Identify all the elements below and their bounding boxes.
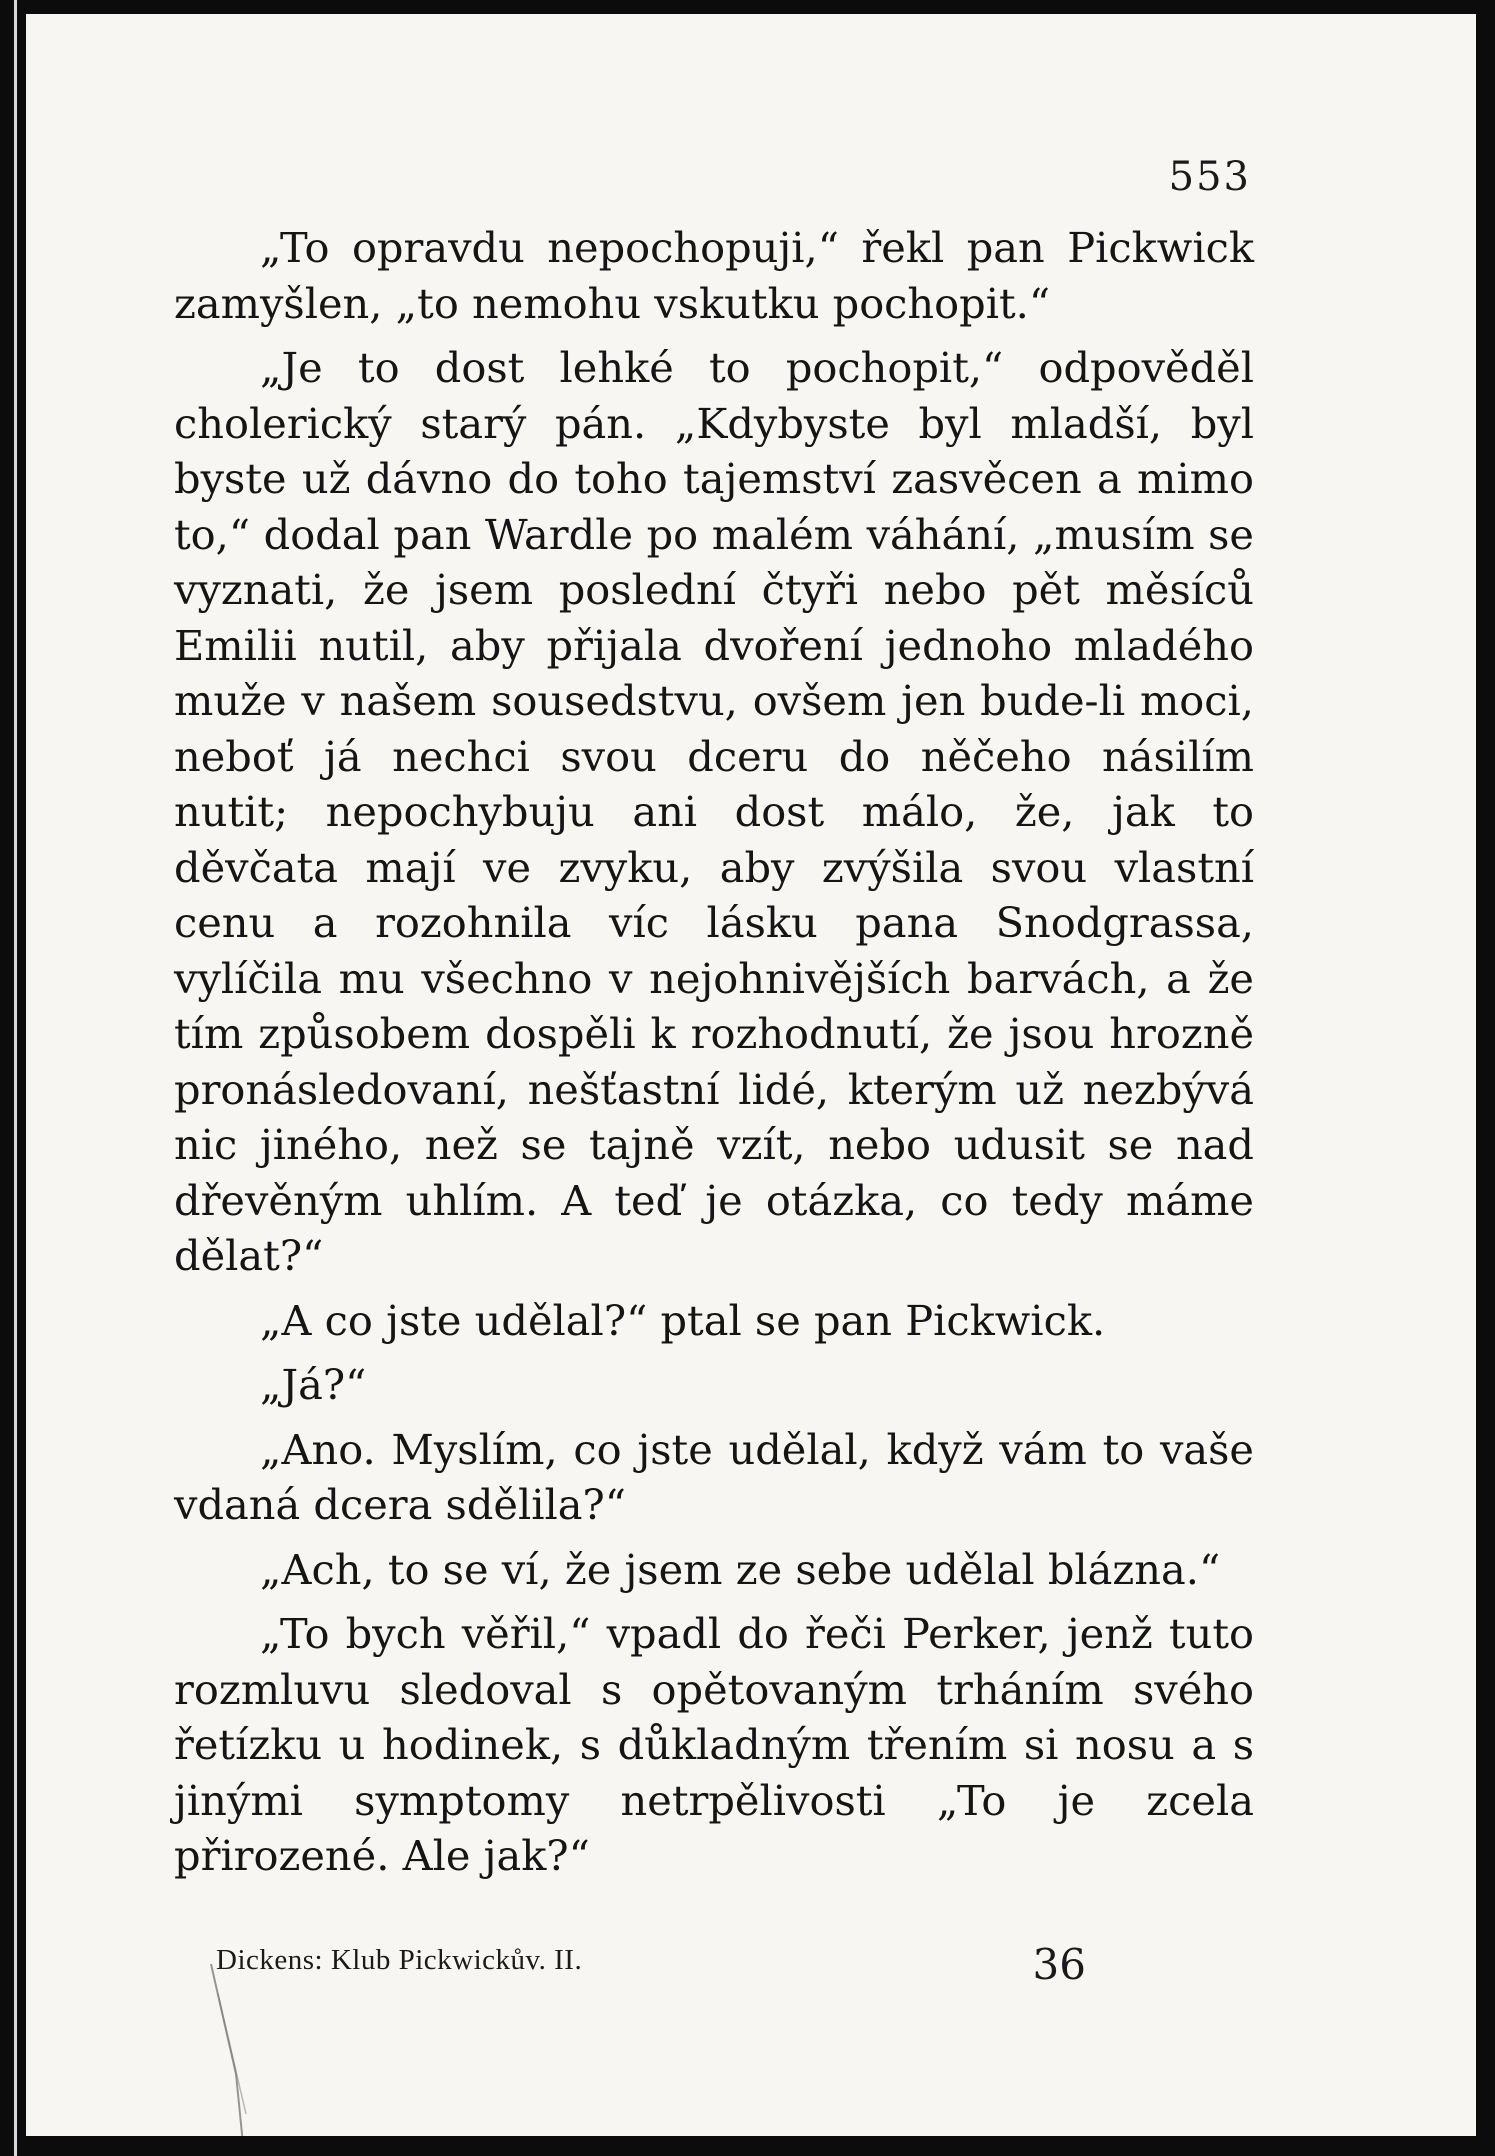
paragraph: „Ach, to se ví, že jsem ze sebe udělal blázna.“ [260,1544,1221,1594]
paragraph: „To bych věřil,“ vpadl do řeči Perker, jenž tuto rozmluvu sledoval s opětovaným trháním svého řetízku u hodinek, s důkladným třením si nosu a s jinými symptomy netrpělivosti „To je zcela přirozené. Ale jak?“ [174,1609,1254,1880]
scan-edge-line [14,0,17,2156]
running-footer: Dickens: Klub Pickwickův. II. [216,1944,583,1976]
paragraph: „Já?“ [260,1360,367,1409]
paragraph: „Ano. Myslím, co jste udělal, když vám to vaše vdaná dcera sdělila?“ [174,1424,1254,1529]
paragraph: „Je to dost lehké to pochopit,“ odpověděl cholerický starý pán. „Kdybyste byl mladší, byl byste už dávno do toho tajemství zasvěcen a mimo to,“ dodal pan Wardle po malém váhání, „musím se vyznati, že jsem poslední čtyři nebo pět měsíců Emilii nutil, aby přijala dvoření jednoho mladého muže v našem sousedstvu, ovšem jen bude-li moci, neboť já nechci svou dceru do něčeho násilím nutit; nepochybuju ani dost málo, že, jak to děvčata mají ve zvyku, aby zvýšila svou vlastní cenu a rozohnila víc lásku pana Snodgrassa, vylíčila mu všechno v nejohnivějších barvách, a že tím způsobem dospěli k rozhodnutí, že jsou hrozně pronásledovaní, nešťastní lidé, kterým už nezbývá nic jiného, než se tajně vzít, nebo udusit se nad dřevěným uhlím. A teď je otázka, co tedy máme dělat?“ [174,343,1254,1280]
book-page [26,14,1476,2136]
body-text [174,220,1254,1884]
page-number: 553 [1168,154,1251,200]
paragraph: „A co jste udělal?“ ptal se pan Pickwick. [260,1295,1106,1345]
signature-mark: 36 [1032,1940,1086,1989]
scratch-marks [206,1954,266,2136]
paragraph: „To opravdu nepochopuji,“ řekl pan Pickwick zamyšlen, „to nemohu vskutku pochopit.“ [174,223,1254,328]
